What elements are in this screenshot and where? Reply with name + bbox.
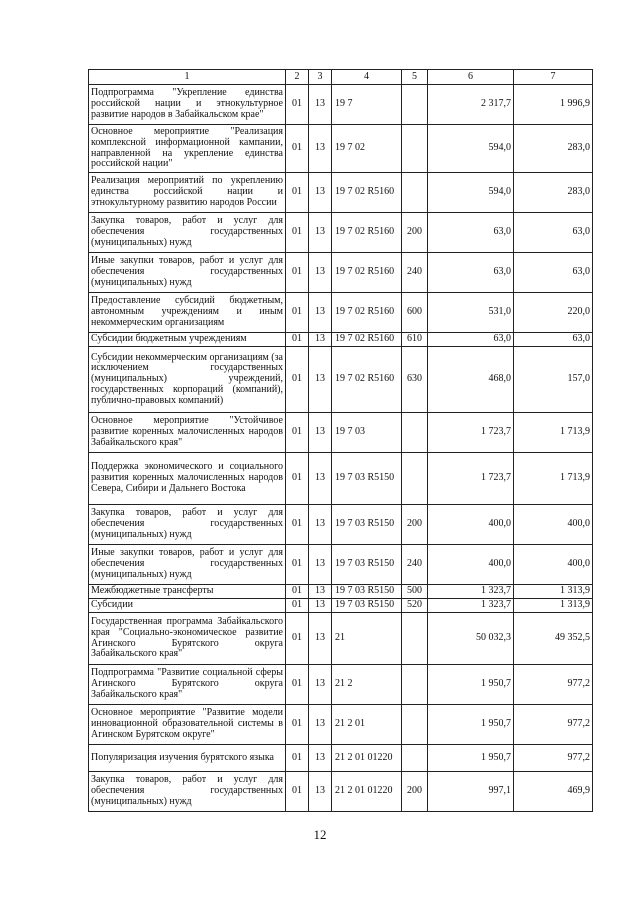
item-name: Основное мероприятие "Реализация комплексной информационной кампании, направленной на укрепление единства российской нации" [89, 125, 286, 173]
target-article: 19 7 [332, 85, 402, 125]
amount-year-2: 1 996,9 [514, 85, 593, 125]
subsection-code: 13 [309, 613, 332, 665]
subsection-code: 13 [309, 333, 332, 347]
amount-year-2: 63,0 [514, 253, 593, 293]
page-number: 12 [313, 827, 327, 842]
subsection-code: 13 [309, 745, 332, 772]
item-name: Межбюджетные трансферты [89, 585, 286, 599]
subsection-code: 13 [309, 293, 332, 333]
item-name: Закупка товаров, работ и услуг для обеспечения государственных (муниципальных) нужд [89, 505, 286, 545]
item-name: Субсидии [89, 599, 286, 613]
section-code: 01 [286, 293, 309, 333]
section-code: 01 [286, 505, 309, 545]
expense-type [402, 173, 428, 213]
item-name: Иные закупки товаров, работ и услуг для обеспечения государственных (муниципальных) нужд [89, 545, 286, 585]
section-code: 01 [286, 613, 309, 665]
expense-type [402, 665, 428, 705]
section-code: 01 [286, 705, 309, 745]
item-name: Субсидии бюджетным учреждениям [89, 333, 286, 347]
section-code: 01 [286, 665, 309, 705]
expense-type [402, 85, 428, 125]
amount-year-2: 1 713,9 [514, 413, 593, 453]
target-article: 19 7 02 R5160 [332, 347, 402, 413]
expense-type [402, 453, 428, 505]
target-article: 21 2 01 01220 [332, 772, 402, 812]
subsection-code: 13 [309, 599, 332, 613]
amount-year-1: 63,0 [428, 333, 514, 347]
amount-year-1: 1 950,7 [428, 745, 514, 772]
amount-year-2: 157,0 [514, 347, 593, 413]
target-article: 21 [332, 613, 402, 665]
amount-year-2: 400,0 [514, 545, 593, 585]
target-article: 21 2 01 01220 [332, 745, 402, 772]
expense-type: 610 [402, 333, 428, 347]
subsection-code: 13 [309, 545, 332, 585]
target-article: 19 7 03 R5150 [332, 453, 402, 505]
item-name: Основное мероприятие "Устойчивое развитие коренных малочисленных народов Забайкальского края" [89, 413, 286, 453]
target-article: 21 2 01 [332, 705, 402, 745]
expense-type: 200 [402, 772, 428, 812]
expense-type: 240 [402, 253, 428, 293]
item-name: Реализация мероприятий по укреплению единства российской нации и этнокультурному развитию народов России [89, 173, 286, 213]
item-name: Подпрограмма "Укрепление единства российской нации и этнокультурное развитие народов в Забайкальском крае" [89, 85, 286, 125]
table-row [89, 413, 593, 453]
amount-year-2: 283,0 [514, 173, 593, 213]
amount-year-1: 400,0 [428, 545, 514, 585]
subsection-code: 13 [309, 665, 332, 705]
item-name: Закупка товаров, работ и услуг для обеспечения государственных (муниципальных) нужд [89, 213, 286, 253]
expense-type [402, 705, 428, 745]
table-row [89, 545, 593, 585]
expense-type [402, 745, 428, 772]
subsection-code: 13 [309, 213, 332, 253]
amount-year-1: 997,1 [428, 772, 514, 812]
amount-year-1: 1 950,7 [428, 705, 514, 745]
amount-year-2: 220,0 [514, 293, 593, 333]
header-col-6: 6 [428, 70, 514, 85]
subsection-code: 13 [309, 453, 332, 505]
table-row [89, 665, 593, 705]
header-col-1: 1 [89, 70, 286, 85]
expense-type [402, 613, 428, 665]
amount-year-1: 63,0 [428, 253, 514, 293]
section-code: 01 [286, 772, 309, 812]
target-article: 19 7 03 R5150 [332, 599, 402, 613]
section-code: 01 [286, 85, 309, 125]
expense-type: 520 [402, 599, 428, 613]
table-row [89, 253, 593, 293]
section-code: 01 [286, 545, 309, 585]
amount-year-1: 1 323,7 [428, 585, 514, 599]
header-col-2: 2 [286, 70, 309, 85]
amount-year-1: 2 317,7 [428, 85, 514, 125]
item-name: Популяризация изучения бурятского языка [89, 745, 286, 772]
header-row [89, 70, 593, 85]
expense-type [402, 125, 428, 173]
table-row [89, 453, 593, 505]
expense-type: 600 [402, 293, 428, 333]
table-row [89, 85, 593, 125]
amount-year-1: 400,0 [428, 505, 514, 545]
table-row [89, 213, 593, 253]
amount-year-2: 1 313,9 [514, 585, 593, 599]
section-code: 01 [286, 173, 309, 213]
section-code: 01 [286, 213, 309, 253]
section-code: 01 [286, 453, 309, 505]
item-name: Государственная программа Забайкальского края "Социально-экономическое развитие Агинского Бурятского округа Забайкальского края" [89, 613, 286, 665]
subsection-code: 13 [309, 347, 332, 413]
table-row [89, 599, 593, 613]
amount-year-1: 50 032,3 [428, 613, 514, 665]
subsection-code: 13 [309, 413, 332, 453]
target-article: 19 7 03 [332, 413, 402, 453]
target-article: 19 7 03 R5150 [332, 505, 402, 545]
amount-year-1: 1 323,7 [428, 599, 514, 613]
item-name: Иные закупки товаров, работ и услуг для обеспечения государственных (муниципальных) нужд [89, 253, 286, 293]
target-article: 19 7 02 R5160 [332, 293, 402, 333]
table-row [89, 772, 593, 812]
subsection-code: 13 [309, 585, 332, 599]
table-body [89, 70, 593, 812]
amount-year-1: 468,0 [428, 347, 514, 413]
amount-year-1: 1 723,7 [428, 453, 514, 505]
table-row [89, 613, 593, 665]
item-name: Предоставление субсидий бюджетным, автономным учреждениям и иным некоммерческим организациям [89, 293, 286, 333]
section-code: 01 [286, 413, 309, 453]
amount-year-2: 977,2 [514, 745, 593, 772]
header-col-7: 7 [514, 70, 593, 85]
amount-year-2: 977,2 [514, 705, 593, 745]
expense-type: 240 [402, 545, 428, 585]
amount-year-1: 1 723,7 [428, 413, 514, 453]
amount-year-2: 49 352,5 [514, 613, 593, 665]
amount-year-2: 469,9 [514, 772, 593, 812]
section-code: 01 [286, 585, 309, 599]
expense-type: 500 [402, 585, 428, 599]
item-name: Закупка товаров, работ и услуг для обеспечения государственных (муниципальных) нужд [89, 772, 286, 812]
target-article: 19 7 02 R5160 [332, 333, 402, 347]
subsection-code: 13 [309, 705, 332, 745]
table-row [89, 505, 593, 545]
amount-year-2: 400,0 [514, 505, 593, 545]
table-row [89, 125, 593, 173]
section-code: 01 [286, 125, 309, 173]
subsection-code: 13 [309, 125, 332, 173]
section-code: 01 [286, 333, 309, 347]
amount-year-2: 63,0 [514, 333, 593, 347]
amount-year-2: 977,2 [514, 665, 593, 705]
table-row [89, 745, 593, 772]
amount-year-2: 63,0 [514, 213, 593, 253]
amount-year-2: 283,0 [514, 125, 593, 173]
section-code: 01 [286, 253, 309, 293]
budget-table [88, 69, 593, 812]
table-row [89, 585, 593, 599]
header-col-3: 3 [309, 70, 332, 85]
target-article: 19 7 02 R5160 [332, 213, 402, 253]
target-article: 19 7 03 R5150 [332, 545, 402, 585]
amount-year-1: 594,0 [428, 125, 514, 173]
target-article: 19 7 02 [332, 125, 402, 173]
subsection-code: 13 [309, 85, 332, 125]
section-code: 01 [286, 347, 309, 413]
amount-year-2: 1 713,9 [514, 453, 593, 505]
expense-type: 630 [402, 347, 428, 413]
subsection-code: 13 [309, 772, 332, 812]
item-name: Подпрограмма "Развитие социальной сферы Агинского Бурятского округа Забайкальского края" [89, 665, 286, 705]
subsection-code: 13 [309, 253, 332, 293]
table-row [89, 173, 593, 213]
target-article: 19 7 02 R5160 [332, 253, 402, 293]
table-row [89, 705, 593, 745]
expense-type: 200 [402, 505, 428, 545]
item-name: Основное мероприятие "Развитие модели инновационной образовательной системы в Агинском Бурятском округе" [89, 705, 286, 745]
subsection-code: 13 [309, 173, 332, 213]
table-row [89, 347, 593, 413]
table-row [89, 293, 593, 333]
item-name: Субсидии некоммерческим организациям (за исключением государственных (муниципальных) учреждений, государственных корпораций (компаний), публично-правовых компаний) [89, 347, 286, 413]
expense-type [402, 413, 428, 453]
item-name: Поддержка экономического и социального развития коренных малочисленных народов Севера, Сибири и Дальнего Востока [89, 453, 286, 505]
amount-year-1: 1 950,7 [428, 665, 514, 705]
expense-type: 200 [402, 213, 428, 253]
target-article: 19 7 03 R5150 [332, 585, 402, 599]
amount-year-2: 1 313,9 [514, 599, 593, 613]
section-code: 01 [286, 745, 309, 772]
amount-year-1: 531,0 [428, 293, 514, 333]
target-article: 21 2 [332, 665, 402, 705]
header-col-5: 5 [402, 70, 428, 85]
table-row [89, 333, 593, 347]
section-code: 01 [286, 599, 309, 613]
amount-year-1: 63,0 [428, 213, 514, 253]
header-col-4: 4 [332, 70, 402, 85]
amount-year-1: 594,0 [428, 173, 514, 213]
subsection-code: 13 [309, 505, 332, 545]
target-article: 19 7 02 R5160 [332, 173, 402, 213]
